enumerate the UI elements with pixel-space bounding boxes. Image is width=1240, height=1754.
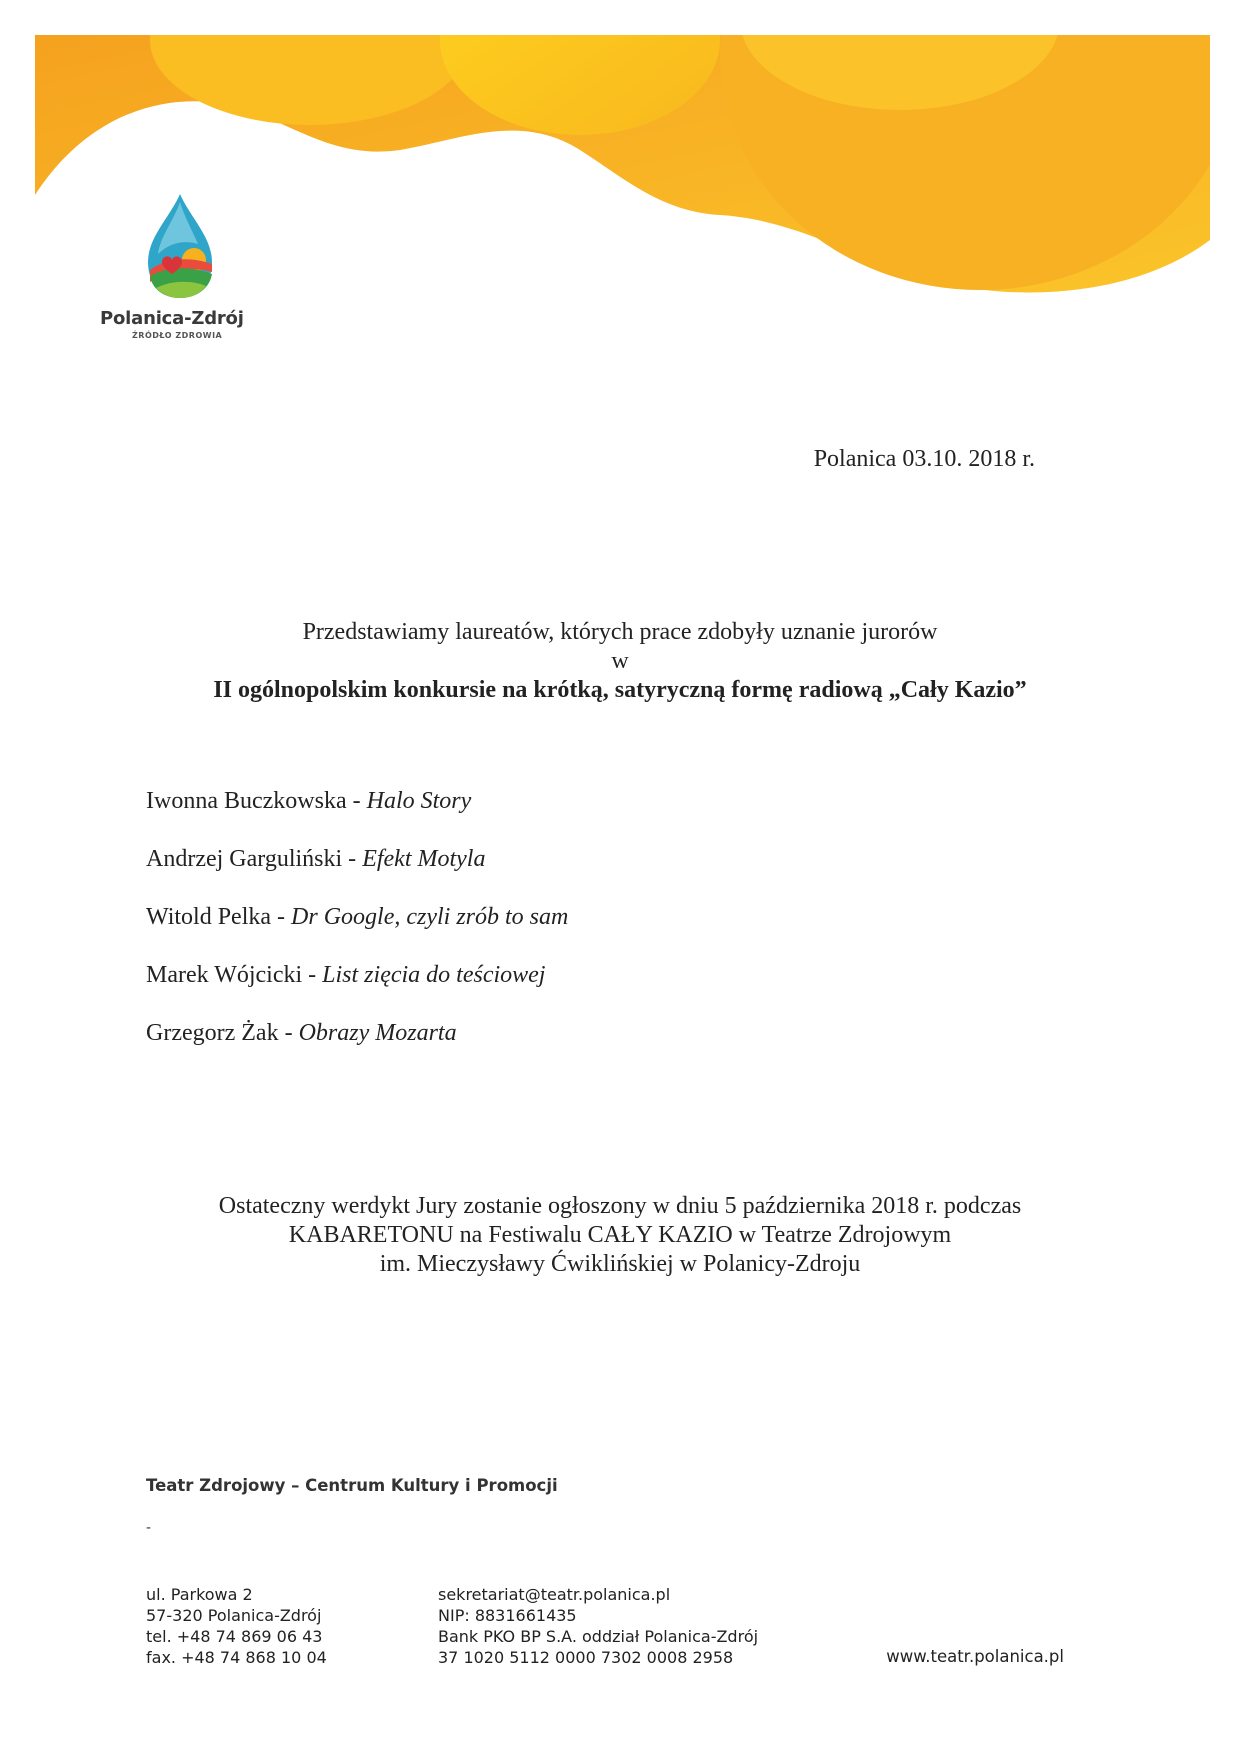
polanica-zdroj-logo <box>100 192 265 340</box>
intro-line: Przedstawiamy laureatów, których prace zdobyły uznanie jurorów <box>302 619 938 645</box>
laureate-item <box>146 786 568 844</box>
footer-dash: - <box>146 1520 152 1536</box>
logo-name: Polanica-Zdrój <box>100 308 244 329</box>
laureates-list <box>146 786 568 1076</box>
laureate-item <box>146 960 568 1018</box>
intro-w: w <box>611 648 629 674</box>
footer-website: www.teatr.polanica.pl <box>886 1647 1064 1666</box>
laureate-author: Marek Wójcicki - <box>146 962 323 988</box>
footer-nip: NIP: 8831661435 <box>438 1606 577 1625</box>
letter-date: Polanica 03.10. 2018 r. <box>813 446 1035 472</box>
laureate-item <box>146 1018 568 1076</box>
footer-city: 57-320 Polanica-Zdrój <box>146 1606 322 1625</box>
footer-phone: tel. +48 74 869 06 43 <box>146 1627 323 1646</box>
laureate-author: Andrzej Garguliński - <box>146 846 363 872</box>
verdict-block <box>0 1192 1240 1279</box>
water-drop-logo-icon <box>140 192 220 302</box>
verdict-line: KABARETONU na Festiwalu CAŁY KAZIO w Teatrze Zdrojowym <box>288 1222 952 1248</box>
laureate-author: Grzegorz Żak - <box>146 1020 299 1046</box>
footer-email: sekretariat@teatr.polanica.pl <box>438 1585 671 1604</box>
verdict-line: Ostateczny werdykt Jury zostanie ogłoszony w dniu 5 października 2018 r. podczas <box>218 1193 1022 1219</box>
laureate-work: Efekt Motyla <box>362 846 486 872</box>
laureate-work: Obrazy Mozarta <box>298 1020 457 1046</box>
laureate-author: Iwonna Buczkowska - <box>146 788 367 814</box>
verdict-line: im. Mieczysławy Ćwiklińskiej w Polanicy-Zdroju <box>379 1251 861 1277</box>
logo-tagline: ŹRÓDŁO ZDROWIA <box>132 331 223 340</box>
laureate-author: Witold Pelka - <box>146 904 292 930</box>
intro-block <box>0 618 1240 705</box>
footer-account: 37 1020 5112 0000 7302 0008 2958 <box>438 1648 734 1667</box>
footer-bank: Bank PKO BP S.A. oddział Polanica-Zdrój <box>438 1627 759 1646</box>
footer-details <box>438 1584 758 1668</box>
laureate-item <box>146 844 568 902</box>
laureate-work: List zięcia do teściowej <box>322 962 546 988</box>
laureate-work: Dr Google, czyli zrób to sam <box>291 904 569 930</box>
laureate-item <box>146 902 568 960</box>
laureate-work: Halo Story <box>366 788 472 814</box>
footer-org-name: Teatr Zdrojowy – Centrum Kultury i Promocji <box>146 1476 558 1495</box>
footer-fax: fax. +48 74 868 10 04 <box>146 1648 327 1667</box>
footer-address <box>146 1584 327 1668</box>
footer-street: ul. Parkowa 2 <box>146 1585 253 1604</box>
contest-title: II ogólnopolskim konkursie na krótką, satyryczną formę radiową „Cały Kazio” <box>213 677 1027 703</box>
